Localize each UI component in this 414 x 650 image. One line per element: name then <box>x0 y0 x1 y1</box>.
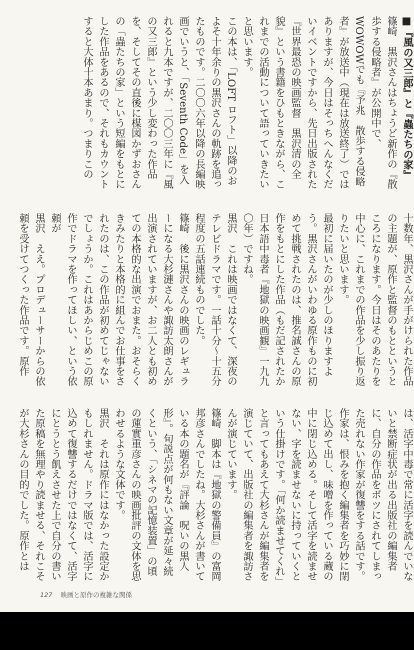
paragraph: 篠崎 後に黒沢さんの映画のレギュラーになる大杉漣さんや諏訪太朗さんが出演されていますが、お二人とも初めての本格的な出演でおまた。おそらくきみたりと本格的に組んでお仕事をされたのは、この作品が初めてじゃないでしょうか。これはあからじめこの原作でドラマを作ってほしい、という依頼が <box>49 213 188 387</box>
upper-text-tier <box>0 16 414 192</box>
paragraph: 最初に届いたのが少しのほりますよう。黒沢さんがいわゆる原作ものに初めて挑戦されたのは、推名誠さんの原作をもとにした作品（もだ記されたか日本語中毒者『地獄の映画観』一九九〇年）ですね。 <box>241 213 332 387</box>
paragraph: は、活字中毒で常に活字を読んでいないと禁断症状が出る出版社の編集者に、自分の作品をボツにされてしまった売れない作家が復讐をする話です。作家は、恨みを抱く編集者を巧妙に閉じ込めて出し、味噌を作っている蔵の中に閉じ込める。そして活字を読ませない、字を読ませないに持っていくという仕掛けです。「何か読ませてくれ」と言ってもあえて大杉さんが編集者を演じていて、出版社の編集者を諏訪さんが演じています。 <box>225 408 412 582</box>
paragraph: 黒沢 これは映画ではなくて、深夜のテレビドラマです。一話十分〜十五分程度の五話連続ものでした。 <box>193 213 236 387</box>
section-heading: ■『風の又三郎』と『蟲たちの家』 <box>401 16 412 180</box>
middle-text-tier <box>0 213 414 389</box>
paragraph: 篠崎 脚本は『地獄の警備員』の富岡邦彦さんでしたね。大杉さんが書いている本の題名が『評論 呪いの黒人形』。旬説点が何もない文章が延々続くという、「シネマの記憶装置」の頃の蓮實重彦さんの映画批評の文体を思わせるような文体です。 <box>113 408 220 582</box>
paragraph: 篠崎 黒沢さんはちょうど新作の『散歩する侵略者』が公開中で、WOWOWでも『予兆 散歩する侵略者』が放送中（現在は放送終了）ではありますが、今日はそっちへんなくだいイベントですから、先日出版された『世界最恐の映画監督 黒沢清の全貌』という書籍をひもときながら、これまでの活動について語っていきたいと思います。 <box>241 16 396 190</box>
paragraph: 十数年、黒沢さんが手がけられた作品の主題が、原作と監督のもとというところになります。今日はそのあたりを中心に、これまでの作品を少し振り返りたいと思います。 <box>337 213 412 387</box>
lower-text-tier <box>0 408 414 584</box>
page-number: 127 <box>40 591 53 599</box>
paragraph: 黒沢 それは原作にはなかった設定かもしれません。ドラマ版では、活字に込めて復讐するだけではなくて、活字にとうとう飢えさせた上で自分の書いた原稿を無理やり読ませる、それこそが大杉さんの目的でした。原作とは <box>17 408 108 582</box>
running-title: 映画と原作の複雑な関係 <box>60 591 132 599</box>
paragraph: 黒沢 ええ。プロデューサーからの依頼を受けてつくった作品です。原作 <box>17 213 44 387</box>
paragraph: この本は、「LOFT ロフト」以降のおよそ十年余りの黒沢さんの軌跡を追ったものです。二〇〇六年以降の長編映画でいうと、「Seventh Code」を入れると九本ですが、二〇〇三年に『風の又三郎』という少し変わった作品を、そしてその直後に楳図かずおさんの「蟲たちの家」という短編をもとにした作品をあるので、それもカウントすると大体十本あまり。つまりこの <box>81 16 236 190</box>
page-footer <box>40 590 132 599</box>
